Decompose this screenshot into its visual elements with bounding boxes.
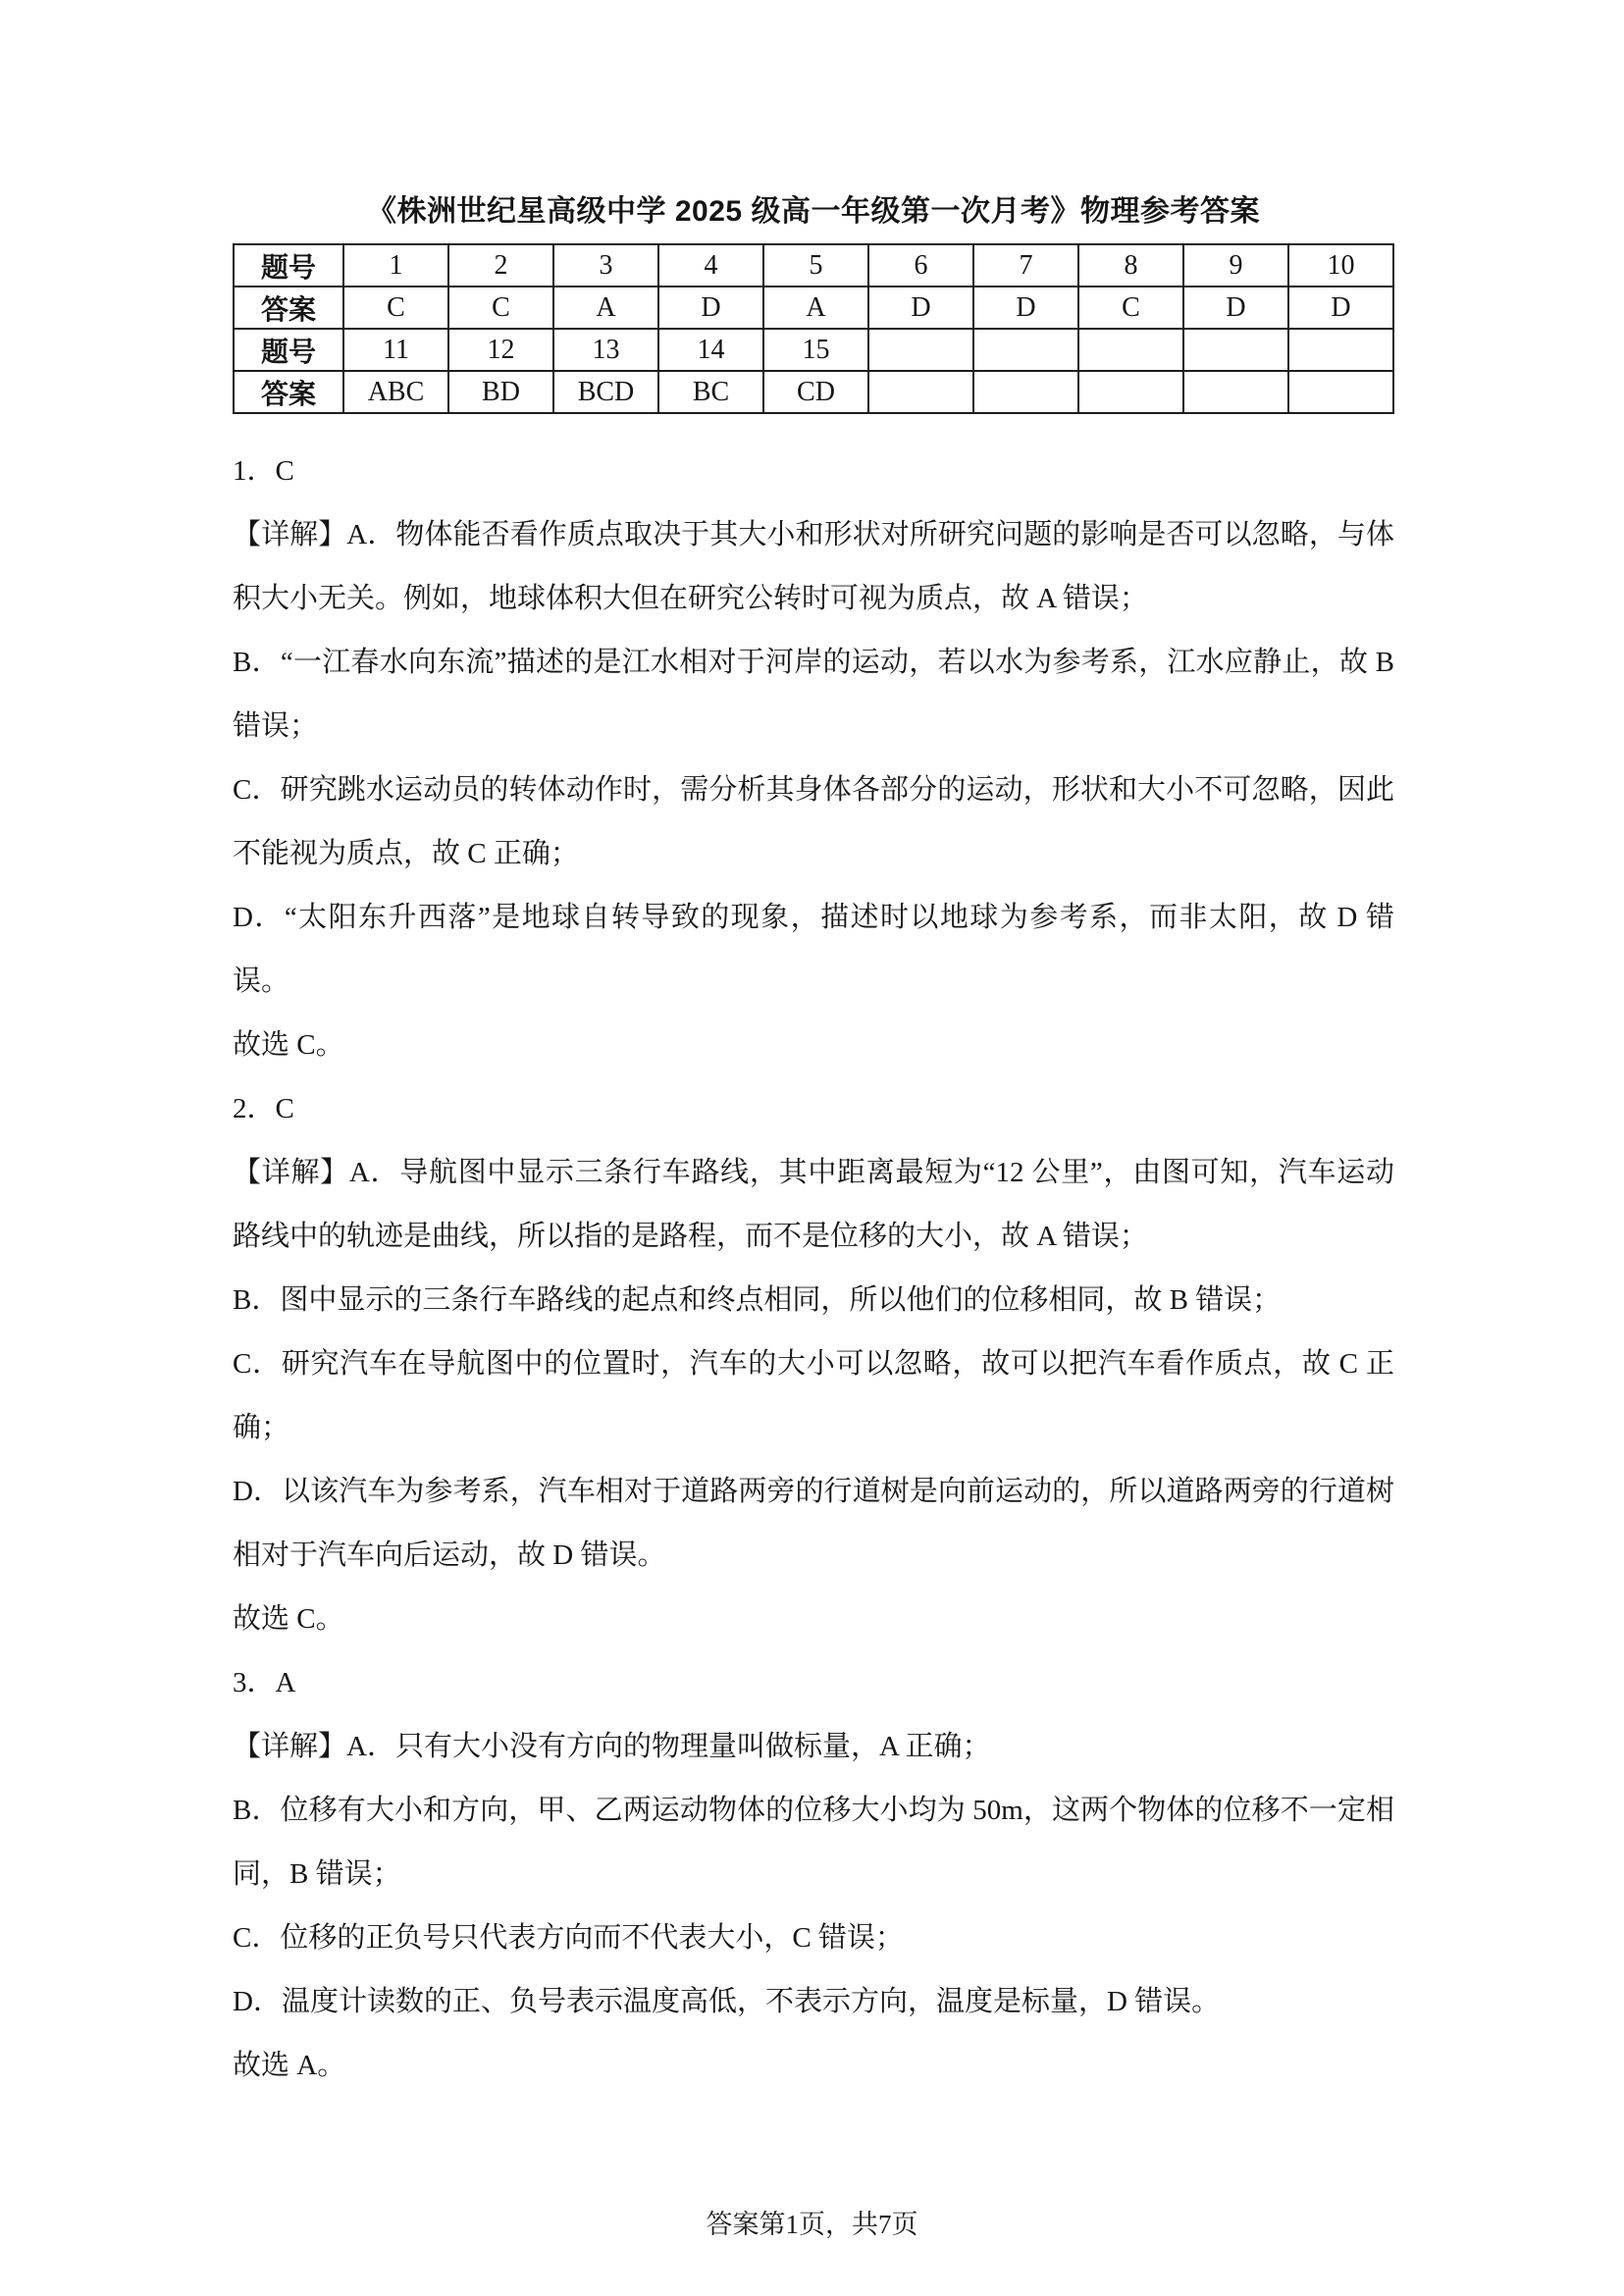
answer-cell: 5 bbox=[763, 244, 868, 287]
table-row bbox=[234, 244, 1393, 287]
answer-cell: CD bbox=[763, 371, 868, 413]
answer-cell: D bbox=[658, 287, 763, 329]
answer-cell: 12 bbox=[448, 329, 553, 371]
solution-number: 2．C bbox=[233, 1093, 294, 1124]
answer-cell: C bbox=[1078, 287, 1183, 329]
solution-paragraph: B．图中显示的三条行车路线的起点和终点相同，所以他们的位移相同，故 B 错误； bbox=[233, 1284, 1282, 1316]
answer-cell: 14 bbox=[658, 329, 763, 371]
answer-cell bbox=[1288, 371, 1393, 413]
solution-paragraph: D．温度计读数的正、负号表示温度高低，不表示方向，温度是标量，D 错误。 bbox=[233, 1986, 1221, 2017]
page-footer: 答案第1页，共7页 bbox=[706, 2210, 918, 2239]
answer-cell: BC bbox=[658, 371, 763, 413]
solution-paragraph: B．位移有大小和方向，甲、乙两运动物体的位移大小均为 50m，这两个物体的位移不一定相同，B 错误； bbox=[233, 1795, 1394, 1890]
solution-paragraph: C．研究汽车在导航图中的位置时，汽车的大小可以忽略，故可以把汽车看作质点，故 C 正确； bbox=[233, 1348, 1394, 1443]
answer-cell: 3 bbox=[553, 244, 658, 287]
solution-number: 3．A bbox=[233, 1667, 296, 1698]
answer-cell bbox=[868, 329, 973, 371]
answer-table-body bbox=[234, 244, 1393, 413]
row-header-cell: 答案 bbox=[234, 287, 343, 329]
answer-cell bbox=[868, 371, 973, 413]
solution-paragraph: 【详解】A．物体能否看作质点取决于其大小和形状对所研究问题的影响是否可以忽略，与体积大小无关。例如，地球体积大但在研究公转时可视为质点，故 A 错误； bbox=[233, 519, 1394, 614]
answer-cell: 11 bbox=[343, 329, 448, 371]
answer-cell bbox=[1288, 329, 1393, 371]
answer-cell: ABC bbox=[343, 371, 448, 413]
answer-cell: D bbox=[1288, 287, 1393, 329]
answer-cell bbox=[1183, 329, 1288, 371]
solution-paragraph: D．以该汽车为参考系，汽车相对于道路两旁的行道树是向前运动的，所以道路两旁的行道树相对于汽车向后运动，故 D 错误。 bbox=[233, 1476, 1394, 1571]
answer-cell: D bbox=[1183, 287, 1288, 329]
table-row bbox=[234, 287, 1393, 329]
answer-cell: 7 bbox=[973, 244, 1078, 287]
solution-paragraph: 故选 A。 bbox=[233, 2050, 346, 2081]
answer-cell: 1 bbox=[343, 244, 448, 287]
answer-cell bbox=[1183, 371, 1288, 413]
answer-cell: 15 bbox=[763, 329, 868, 371]
answer-cell: 4 bbox=[658, 244, 763, 287]
solution-paragraph: B．“一江春水向东流”描述的是江水相对于河岸的运动，若以水为参考系，江水应静止，故 B 错误； bbox=[233, 647, 1394, 742]
answer-cell: 8 bbox=[1078, 244, 1183, 287]
row-header-cell: 题号 bbox=[234, 329, 343, 371]
solution-paragraph: 故选 C。 bbox=[233, 1029, 344, 1061]
row-header-cell: 题号 bbox=[234, 244, 343, 287]
answer-cell: C bbox=[448, 287, 553, 329]
solutions-section bbox=[233, 440, 1394, 2098]
solution-paragraph: C．研究跳水运动员的转体动作时，需分析其身体各部分的运动，形状和大小不可忽略，因此不能视为质点，故 C 正确； bbox=[233, 774, 1394, 869]
answer-cell: A bbox=[763, 287, 868, 329]
solution-paragraph: C．位移的正负号只代表方向而不代表大小，C 错误； bbox=[233, 1922, 904, 1954]
answer-table bbox=[233, 243, 1394, 414]
answer-cell: A bbox=[553, 287, 658, 329]
answer-cell: 9 bbox=[1183, 244, 1288, 287]
answer-cell: 10 bbox=[1288, 244, 1393, 287]
answer-cell: C bbox=[343, 287, 448, 329]
answer-cell: BD bbox=[448, 371, 553, 413]
answer-cell: D bbox=[868, 287, 973, 329]
table-row bbox=[234, 371, 1393, 413]
row-header-cell: 答案 bbox=[234, 371, 343, 413]
answer-cell: BCD bbox=[553, 371, 658, 413]
solution-paragraph: 故选 C。 bbox=[233, 1603, 344, 1635]
solution-paragraph: 【详解】A．导航图中显示三条行车路线，其中距离最短为“12 公里”，由图可知，汽车运动路线中的轨迹是曲线，所以指的是路程，而不是位移的大小，故 A 错误； bbox=[233, 1157, 1394, 1252]
page-title: 《株洲世纪星高级中学 2025 级高一年级第一次月考》物理参考答案 bbox=[367, 195, 1260, 228]
answer-cell: 13 bbox=[553, 329, 658, 371]
solution-paragraph: 【详解】A．只有大小没有方向的物理量叫做标量，A 正确； bbox=[233, 1731, 991, 1762]
solution-paragraph: D．“太阳东升西落”是地球自转导致的现象，描述时以地球为参考系，而非太阳，故 D 错误。 bbox=[233, 902, 1394, 997]
answer-cell: 2 bbox=[448, 244, 553, 287]
answer-cell: 6 bbox=[868, 244, 973, 287]
table-row bbox=[234, 329, 1393, 371]
answer-cell bbox=[973, 371, 1078, 413]
answer-cell bbox=[1078, 371, 1183, 413]
answer-cell: D bbox=[973, 287, 1078, 329]
answer-cell bbox=[1078, 329, 1183, 371]
answer-cell bbox=[973, 329, 1078, 371]
solution-number: 1．C bbox=[233, 455, 294, 487]
